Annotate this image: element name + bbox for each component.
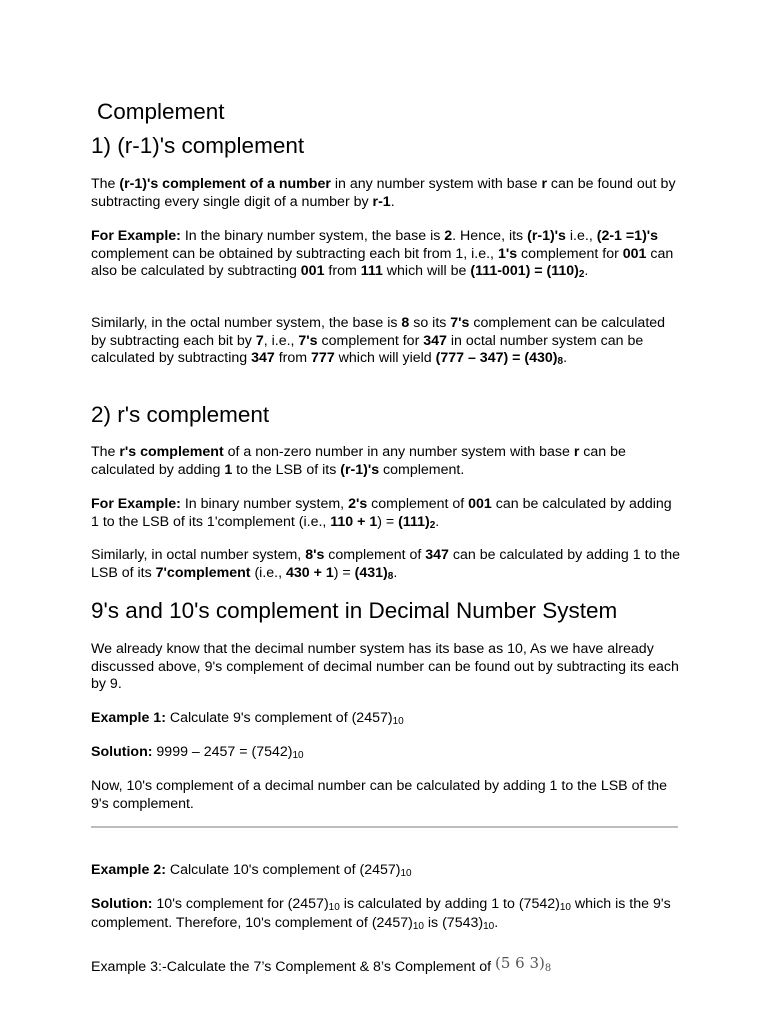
section-3-paragraph-2: Now, 10's complement of a decimal number can be calculated by adding 1 to the LSB of the 9's complement. — [91, 778, 668, 812]
section-2-heading: 2) r's complement — [91, 402, 270, 427]
solution-1: Solution: 9999 – 2457 = (7542)10 — [91, 744, 304, 761]
solution-2: Solution: 10's complement for (2457)10 is calculated by adding 1 to (7542)10 which is the 9's complement. Therefore, 10's complement of (2457)10 is (7543)10. — [91, 896, 671, 932]
section-3-paragraph-1: We already know that the decimal number system has its base as 10, As we have already discussed above, 9's complement of decimal number can be found out by subtracting its each by 9. — [91, 641, 679, 692]
example-3-math: (5 6 $3)_8$ — [495, 954, 552, 974]
section-2-octal-paragraph: Similarly, in octal number system, 8's complement of 347 can be calculated by adding 1 to the LSB of its 7'complement (i.e., 430 + 1) = (431)8. — [91, 547, 681, 582]
section-3-heading: 9's and 10's complement in Decimal Number System — [91, 598, 618, 623]
section-1-example-paragraph: For Example: In the binary number system, the base is 2. Hence, its (r-1)'s i.e., (2-1 =1)'s complement can be obtained by subtracting each bit from 1, i.e., 1's complement for 001 can also be calculated by subtracting 001 from 111 which will be (111-001) = (110)2. — [91, 228, 674, 280]
example-1: Example 1: Calculate 9's complement of (2457)10 — [91, 710, 404, 727]
horizontal-rule — [91, 826, 678, 828]
section-1-octal-paragraph: Similarly, in the octal number system, the base is 8 so its 7's complement can be calculated by subtracting each bit by 7, i.e., 7's complement for 347 in octal number system can be calculated by subtracting 347 from 777 which will yield (777 – 347) = (430)8. — [91, 315, 666, 367]
example-2: Example 2: Calculate 10's complement of (2457)10 — [91, 862, 412, 879]
section-2-paragraph-1: The r's complement of a non-zero number in any number system with base r can be calculated by adding 1 to the LSB of its (r-1)'s complement. — [91, 444, 626, 478]
section-2-example-paragraph: For Example: In binary number system, 2's complement of 001 can be calculated by adding 1 to the LSB of its 1'complement (i.e., 110 + 1) = (111)2. — [91, 496, 672, 531]
example-3: Example 3:-Calculate the 7’s Complement & 8’s Complement of (5 6 $3)_8$ — [91, 954, 552, 975]
section-1-paragraph-1: The (r-1)'s complement of a number in any number system with base r can be found out by subtracting every single digit of a number by r-1. — [91, 176, 676, 210]
section-1-heading: 1) (r-1)'s complement — [91, 133, 305, 158]
complement-heading: Complement — [97, 99, 225, 124]
